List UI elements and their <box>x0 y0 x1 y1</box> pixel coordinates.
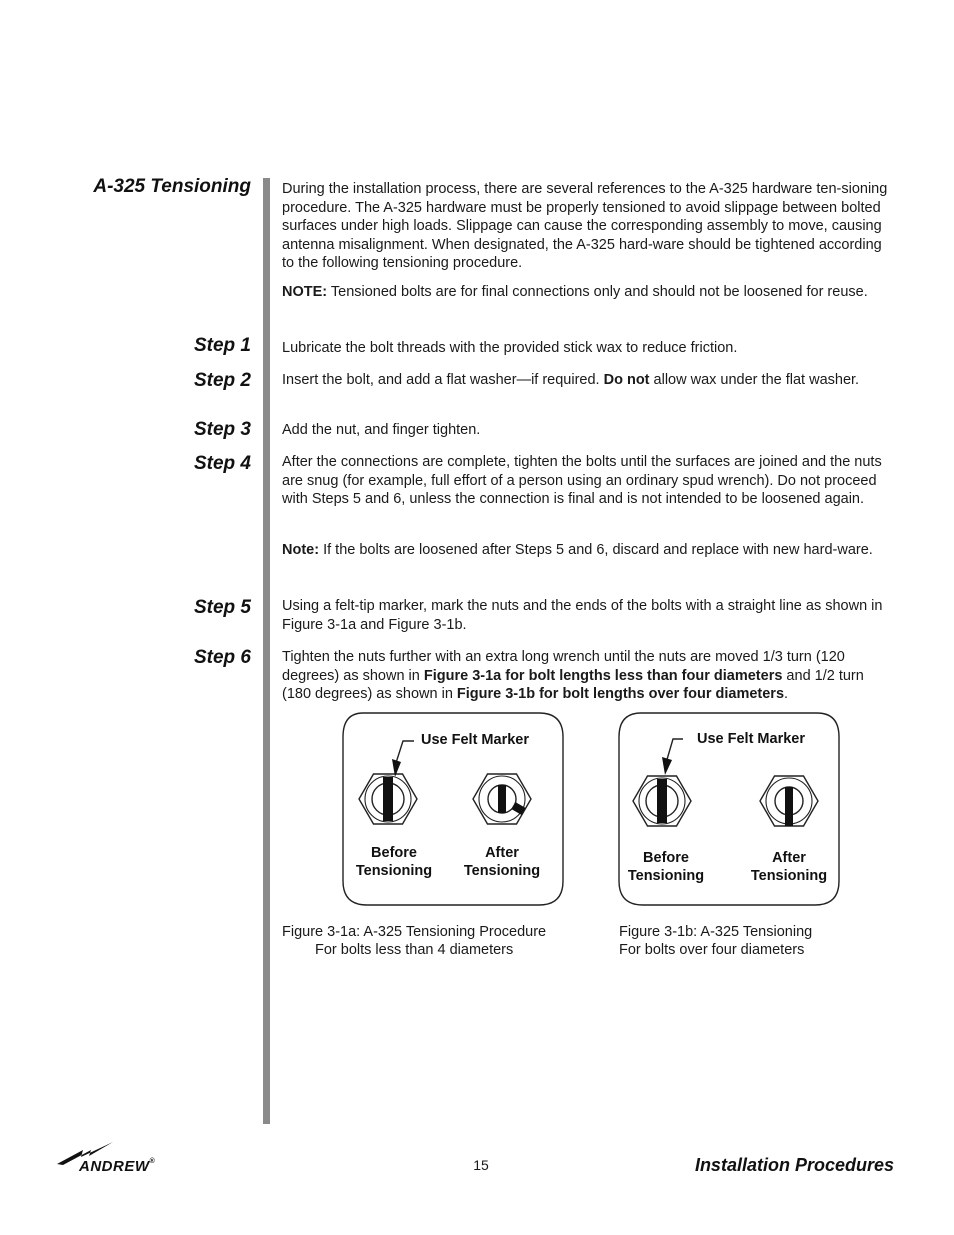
figure-3-1b-after-label: After Tensioning <box>750 850 828 884</box>
step-1-text: Lubricate the bolt threads with the provided stick wax to reduce friction. <box>282 340 738 356</box>
figure-3-1a-caption-line-1: Figure 3-1a: A-325 Tensioning Procedure <box>282 924 547 940</box>
step-2-heading: Step 2 <box>193 370 251 391</box>
figure-3-1a-after-label: After Tensioning <box>463 845 541 879</box>
step-6-bold-b: Figure 3-1b for bolt lengths over four diameters <box>456 686 785 703</box>
step-6-text <box>282 648 896 704</box>
section-heading: A-325 Tensioning <box>93 176 251 197</box>
intro-note <box>282 283 896 302</box>
figure-3-1a-marker-label: Use Felt Marker <box>421 732 529 748</box>
step-6-text-c: . <box>784 686 789 703</box>
step-6-bold-a: Figure 3-1a for bolt lengths less than four diameters <box>423 667 783 684</box>
step-2-bold: Do not <box>603 372 650 388</box>
step-4-note-label: Note: <box>282 542 320 558</box>
step-6-text-a: Tighten the nuts further with an extra long wrench until the nuts are moved 1/3 turn (120 degrees) as shown in <box>282 649 845 684</box>
footer-section-title: Installation Procedures <box>694 1155 894 1175</box>
vertical-rule <box>263 178 270 1124</box>
figure-3-1b-caption-line-1: Figure 3-1b: A-325 Tensioning <box>619 924 813 940</box>
step-4-note <box>282 541 896 560</box>
step-5-heading: Step 5 <box>193 597 251 618</box>
step-1-heading: Step 1 <box>193 335 251 356</box>
andrew-logo <box>55 1140 175 1180</box>
step-3-heading: Step 3 <box>193 419 251 440</box>
before-nut-icon <box>359 774 417 824</box>
step-4-note-text: If the bolts are loosened after Steps 5 and 6, discard and replace with new hard-ware. <box>319 542 873 558</box>
figure-3-1a-caption-line-2: For bolts less than 4 diameters <box>315 942 514 958</box>
marker-arrow-icon <box>662 739 683 775</box>
figure-3-1b-caption-line-2: For bolts over four diameters <box>619 942 805 958</box>
after-nut-icon <box>473 774 531 824</box>
figure-3-1b-marker-label: Use Felt Marker <box>697 731 805 747</box>
figure-3-1a-before-label: Before Tensioning <box>355 845 433 879</box>
note-text: Tensioned bolts are for final connections only and should not be loosened for reuse. <box>327 284 868 300</box>
note-label: NOTE: <box>282 284 328 300</box>
step-4-heading: Step 4 <box>193 453 251 474</box>
registered-mark: ® <box>149 1158 156 1165</box>
step-4-text: After the connections are complete, tighten the bolts until the surfaces are joined and the nuts are snug (for example, full effort of a person using an ordinary spud wrench). Do not proceed with Steps 5 and 6, unless the connection is final and is not intended to be loosened again. <box>282 454 882 508</box>
intro-paragraph: During the installation process, there are several references to the A-325 hardware ten-sioning procedure. The A-325 hardware must be properly tensioned to avoid slippage between bolted surfaces under high loads. Slippage can cause the corresponding assembly to move, causing antenna misalignment. When designated, the A-325 hard-ware should be tightened according to the following tensioning procedure. <box>282 181 888 272</box>
figure-3-1a <box>341 711 565 907</box>
step-6-heading: Step 6 <box>193 647 251 668</box>
step-6-text-b: and 1/2 turn (180 degrees) as shown in <box>282 667 864 703</box>
step-2-text-a: Insert the bolt, and add a flat washer—if required. <box>282 372 604 388</box>
figure-3-1b <box>617 711 841 907</box>
marker-arrow-icon <box>392 741 414 777</box>
after-nut-icon <box>760 776 818 826</box>
page-number: 15 <box>473 1157 489 1173</box>
before-nut-icon <box>633 776 691 826</box>
step-2-text-b: allow wax under the flat washer. <box>649 372 860 388</box>
step-3-text: Add the nut, and finger tighten. <box>282 422 481 438</box>
figure-3-1b-before-label: Before Tensioning <box>627 850 705 884</box>
step-5-text: Using a felt-tip marker, mark the nuts and the ends of the bolts with a straight line as shown in Figure 3-1a and Figure 3-1b. <box>282 598 883 633</box>
step-2-text <box>282 371 896 390</box>
logo-text: ANDREW® <box>79 1158 156 1175</box>
